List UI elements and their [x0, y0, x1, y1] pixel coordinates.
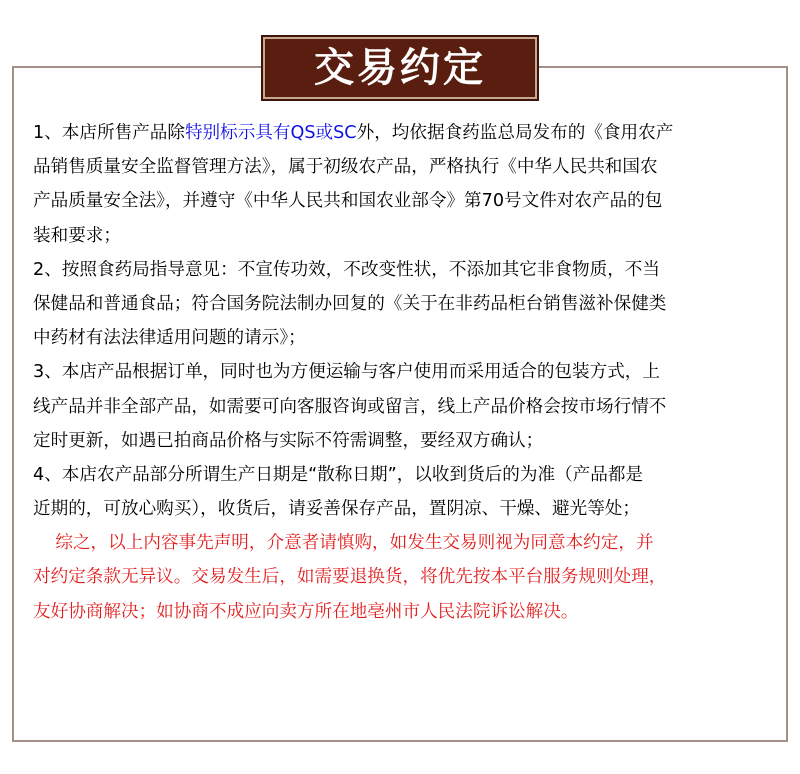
- term-1-line: 产品质量安全法》，并遵守《中华人民共和国农业部令》第70号文件对农产品的包: [33, 191, 663, 212]
- term-1-line: 装和要求；: [33, 225, 121, 246]
- term-1-suffix: 外，均依据食药监总局发布的《食用农产: [356, 123, 674, 143]
- terms-content: [33, 116, 768, 629]
- term-2-line: 中药材有法法律适用问题的请示》；: [33, 328, 306, 349]
- term-4-line: 近期的，可放心购买），收货后，请妥善保存产品，置阴凉、干燥、避光等处；: [33, 499, 640, 520]
- term-1-prefix: 1、本店所售产品除: [33, 123, 185, 143]
- term-1-line-1: [33, 116, 768, 150]
- term-2-line: 2、按照食药局指导意见：不宣传功效，不改变性状，不添加其它非食物质，不当: [33, 259, 660, 280]
- summary-line: 友好协商解决；如协商不成应向卖方所在地亳州市人民法院诉讼解决。: [33, 601, 579, 622]
- term-1-line: 品销售质量安全监督管理方法》，属于初级农产品，严格执行《中华人民共和国农: [33, 157, 658, 178]
- summary-line: 综之，以上内容事先声明，介意者请慎购，如发生交易则视为同意本约定，并: [33, 533, 654, 554]
- summary-line: 对约定条款无异议。交易发生后，如需要退换货，将优先按本平台服务规则处理，: [33, 567, 667, 588]
- term-3-line: 3、本店产品根据订单，同时也为方便运输与客户使用而采用适合的包装方式，上: [33, 362, 660, 383]
- title-banner: [261, 35, 539, 101]
- term-2-line: 保健品和普通食品；符合国务院法制办回复的《关于在非药品柜台销售滋补保健类: [33, 293, 667, 314]
- term-3-line: 定时更新，如遇已拍商品价格与实际不符需调整，要经双方确认；: [33, 430, 544, 451]
- term-3-line: 线产品并非全部产品，如需要可向客服咨询或留言，线上产品价格会按市场行情不: [33, 396, 667, 417]
- term-4-line: 4、本店农产品部分所谓生产日期是“散称日期”，以收到货后的为准（产品都是: [33, 464, 644, 485]
- page-title: 交易约定: [314, 45, 486, 91]
- term-1-highlight: 特别标示具有QS或SC: [184, 123, 357, 143]
